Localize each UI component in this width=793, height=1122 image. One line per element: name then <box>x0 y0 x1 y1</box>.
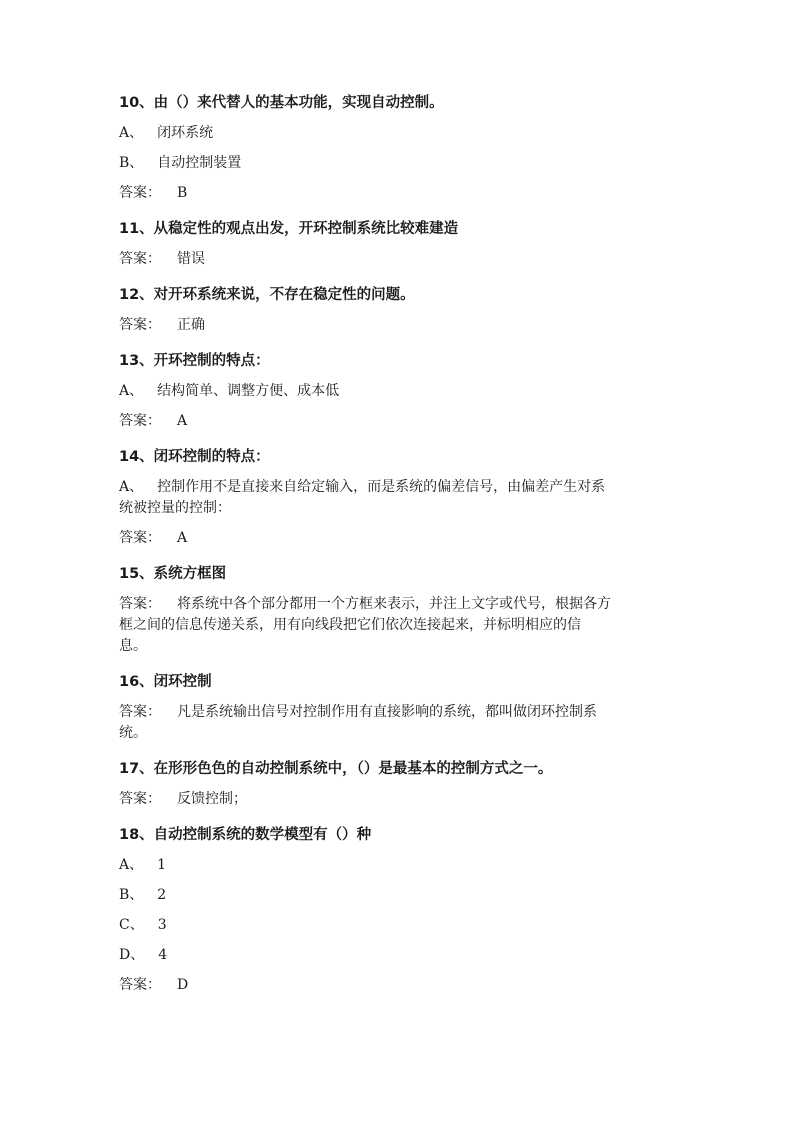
answer-label: 答案： <box>119 251 161 267</box>
answer-value: 凡是系统输出信号对控制作用有直接影响的系统，都叫做闭环控制系 <box>177 704 597 720</box>
option-d <box>119 945 679 966</box>
option-label: D、 <box>119 947 145 963</box>
answer-continuation: 框之间的信息传递关系，用有向线段把它们依次连接起来，并标明相应的信 <box>119 617 581 633</box>
answer-16 <box>119 702 679 723</box>
option-label: A、 <box>119 857 144 873</box>
option-a <box>119 381 679 402</box>
answer-label: 答案： <box>119 596 161 612</box>
exam-document <box>119 92 679 996</box>
option-label: A、 <box>119 383 144 399</box>
answer-label: 答案： <box>119 317 161 333</box>
answer-continuation: 息。 <box>119 638 147 654</box>
option-a <box>119 477 679 498</box>
option-b <box>119 153 679 174</box>
answer-14 <box>119 528 679 549</box>
answer-value: 错误 <box>177 251 205 267</box>
option-text: 4 <box>158 947 168 963</box>
option-c <box>119 915 679 936</box>
answer-13 <box>119 411 679 432</box>
question-10: 10、由（）来代替人的基本功能，实现自动控制。 <box>119 95 444 111</box>
answer-value: A <box>177 413 188 429</box>
question-13: 13、开环控制的特点： <box>119 353 270 369</box>
answer-value: 将系统中各个部分都用一个方框来表示，并注上文字或代号，根据各方 <box>177 596 611 612</box>
option-a-continuation: 统被控量的控制： <box>119 500 231 516</box>
option-a <box>119 855 679 876</box>
question-12: 12、对开环系统来说，不存在稳定性的问题。 <box>119 287 415 303</box>
option-label: B、 <box>119 155 144 171</box>
answer-17 <box>119 789 679 810</box>
answer-18 <box>119 975 679 996</box>
answer-label: 答案： <box>119 185 161 201</box>
answer-label: 答案： <box>119 704 161 720</box>
option-text: 结构简单、调整方便、成本低 <box>157 383 340 399</box>
option-a <box>119 123 679 144</box>
option-label: B、 <box>119 887 144 903</box>
question-15: 15、系统方框图 <box>119 566 227 582</box>
question-18: 18、自动控制系统的数学模型有（）种 <box>119 827 372 843</box>
option-text: 自动控制装置 <box>157 155 242 171</box>
answer-10 <box>119 183 679 204</box>
answer-label: 答案： <box>119 977 161 993</box>
answer-value: 正确 <box>177 317 205 333</box>
option-text: 闭环系统 <box>157 125 214 141</box>
option-label: C、 <box>119 917 144 933</box>
option-text: 1 <box>157 857 167 873</box>
answer-value: 反馈控制； <box>177 791 247 807</box>
question-16: 16、闭环控制 <box>119 674 212 690</box>
option-label: A、 <box>119 479 144 495</box>
answer-12 <box>119 315 679 336</box>
answer-11 <box>119 249 679 270</box>
option-text: 控制作用不是直接来自给定输入，而是系统的偏差信号，由偏差产生对系 <box>157 479 606 495</box>
option-label: A、 <box>119 125 144 141</box>
answer-continuation: 统。 <box>119 725 147 741</box>
question-14: 14、闭环控制的特点： <box>119 449 270 465</box>
option-text: 2 <box>157 887 167 903</box>
answer-15 <box>119 594 679 615</box>
answer-label: 答案： <box>119 791 161 807</box>
option-b <box>119 885 679 906</box>
question-11: 11、从稳定性的观点出发，开环控制系统比较难建造 <box>119 221 459 237</box>
answer-label: 答案： <box>119 530 161 546</box>
question-17: 17、在形形色色的自动控制系统中，（）是最基本的控制方式之一。 <box>119 761 553 777</box>
answer-value: A <box>177 530 188 546</box>
option-text: 3 <box>157 917 167 933</box>
answer-label: 答案： <box>119 413 161 429</box>
answer-value: D <box>177 977 189 993</box>
answer-value: B <box>177 185 188 201</box>
